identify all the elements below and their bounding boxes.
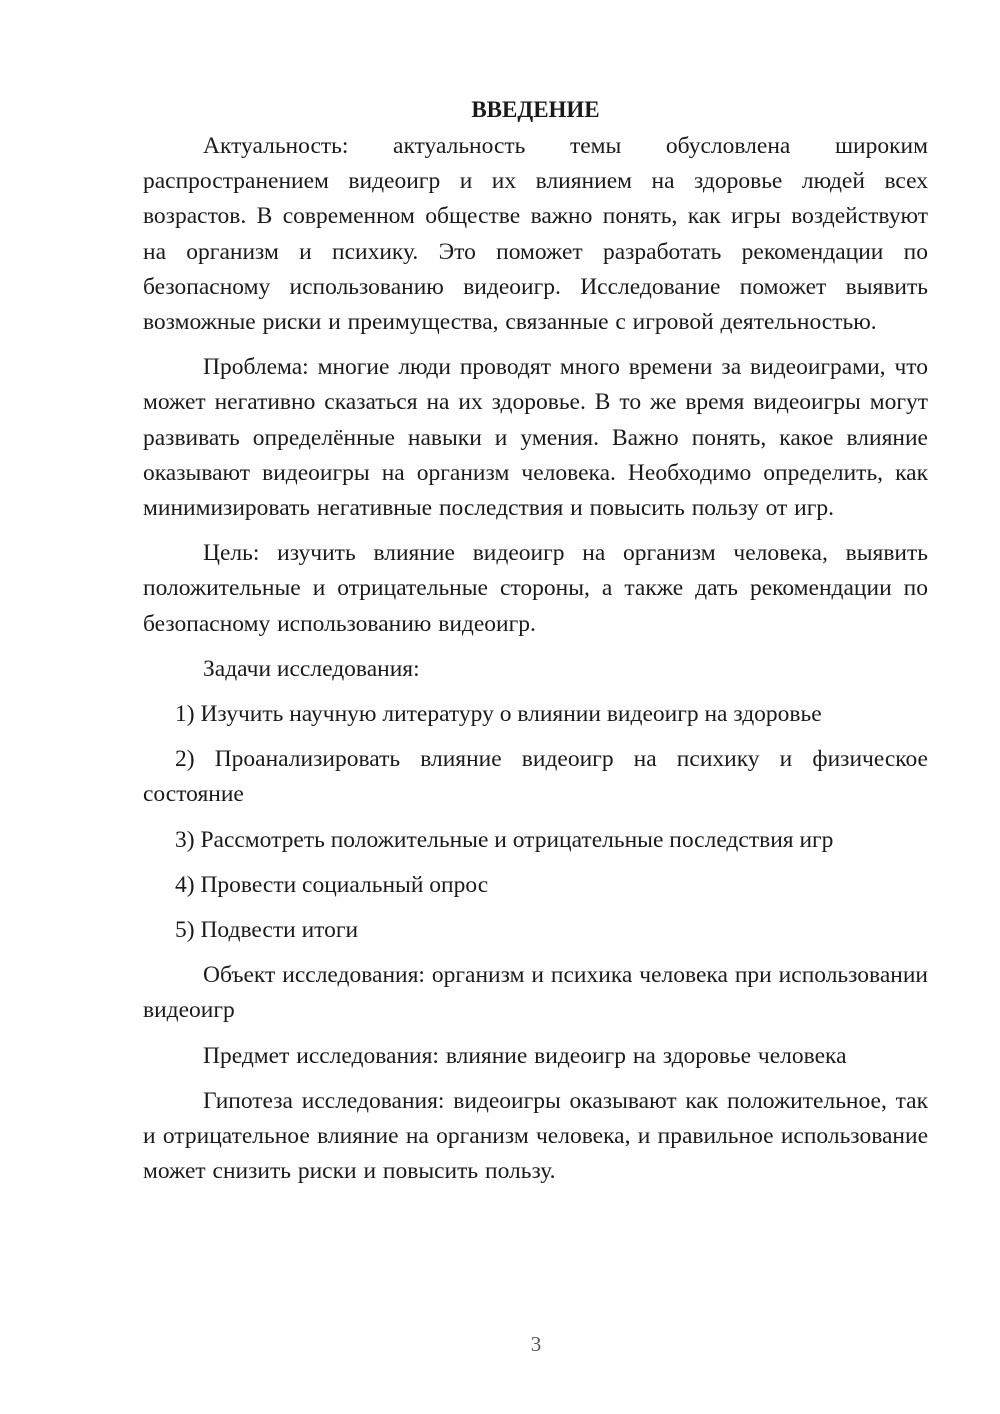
task-item-5: 5) Подвести итоги — [175, 917, 359, 944]
task-item-3: 3) Рассмотреть положительные и отрицательные последствия игр — [175, 826, 834, 853]
paragraph-hypothesis: Гипотеза исследования: видеоигры оказывают как положительное, так и отрицательное влияние на организм человека, и правильное использование может снизить риски и повысить пользу. — [143, 1087, 928, 1185]
page-number: 3 — [530, 1332, 542, 1356]
paragraph-subject: Предмет исследования: влияние видеоигр на здоровье человека — [203, 1042, 847, 1069]
task-item-1: 1) Изучить научную литературу о влиянии видеоигр на здоровье — [175, 701, 822, 728]
section-title: ВВЕДЕНИЕ — [471, 97, 600, 122]
page-content — [143, 92, 928, 1199]
paragraph-object: Объект исследования: организм и психика человека при использовании видеоигр — [143, 962, 928, 1024]
paragraph-goal: Цель: изучить влияние видеоигр на организм человека, выявить положительные и отрицательные стороны, а также дать рекомендации по безопасному использованию видеоигр. — [143, 540, 928, 637]
task-item-4: 4) Провести социальный опрос — [175, 871, 489, 898]
task-item-2: 2) Проанализировать влияние видеоигр на психику и физическое состояние — [143, 746, 928, 808]
tasks-heading: Задачи исследования: — [203, 655, 420, 682]
paragraph-problem: Проблема: многие люди проводят много времени за видеоиграми, что может негативно сказаться на их здоровье. В то же время видеоигры могут развивать определённые навыки и умения. Важно понять, какое влияние оказывают видеоигры на организм человека. Необходимо определить, как минимизировать негативные последствия и повысить пользу от игр. — [143, 354, 928, 522]
paragraph-relevance: Актуальность: актуальность темы обусловлена широким распространением видеоигр и их влиянием на здоровье людей всех возрастов. В современном обществе важно понять, как игры воздействуют на организм и психику. Это поможет разработать рекомендации по безопасному использованию видеоигр. Исследование поможет выявить возможные риски и преимущества, связанные с игровой деятельностью. — [143, 133, 928, 336]
